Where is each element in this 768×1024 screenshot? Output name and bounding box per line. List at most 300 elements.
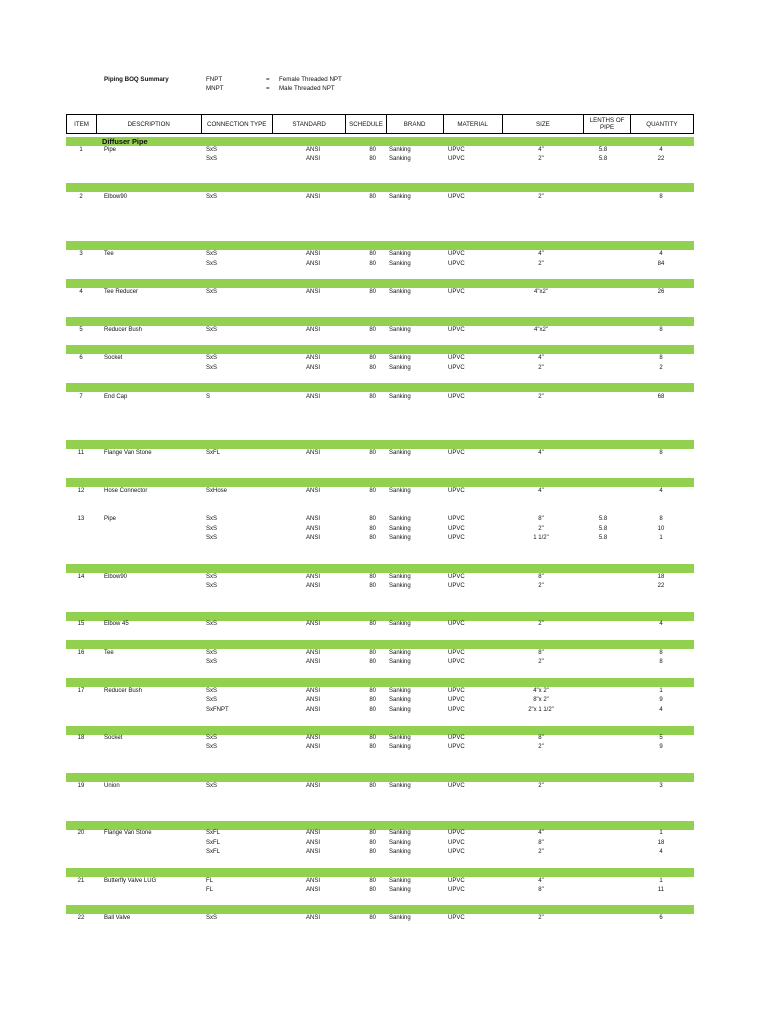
brand: Sanking — [389, 707, 411, 713]
legend-eq: = — [266, 85, 270, 92]
schedule: 80 — [369, 840, 376, 846]
brand: Sanking — [389, 251, 411, 257]
item-number: 22 — [77, 915, 85, 921]
standard: ANSI — [306, 830, 321, 836]
table-row — [66, 326, 694, 335]
col-header-standard: STANDARD — [272, 115, 345, 134]
material: UPVC — [448, 887, 465, 893]
standard: ANSI — [306, 849, 321, 855]
quantity: 4 — [659, 707, 663, 713]
schedule: 80 — [369, 915, 376, 921]
size: 2" — [538, 915, 544, 921]
schedule: 80 — [369, 688, 376, 694]
connection-type: SxS — [206, 156, 218, 162]
col-header-material: MATERIAL — [443, 115, 502, 134]
size: 2" — [538, 744, 544, 750]
quantity: 8 — [659, 194, 663, 200]
material: UPVC — [448, 783, 465, 789]
standard: ANSI — [306, 156, 321, 162]
material: UPVC — [448, 355, 465, 361]
brand: Sanking — [389, 697, 411, 703]
standard: ANSI — [306, 289, 321, 295]
table-row — [66, 687, 694, 696]
schedule: 80 — [369, 744, 376, 750]
connection-type: SxS — [206, 915, 218, 921]
brand: Sanking — [389, 289, 411, 295]
brand: Sanking — [389, 650, 411, 656]
schedule: 80 — [369, 574, 376, 580]
material: UPVC — [448, 688, 465, 694]
group-separator-bar — [66, 868, 694, 877]
schedule: 80 — [369, 650, 376, 656]
size: 4" — [538, 251, 544, 257]
quantity: 10 — [657, 526, 665, 532]
standard: ANSI — [306, 621, 321, 627]
brand: Sanking — [389, 744, 411, 750]
connection-type: SxS — [206, 194, 218, 200]
material: UPVC — [448, 365, 465, 371]
size: 4" — [538, 450, 544, 456]
connection-type: SxFL — [206, 830, 221, 836]
col-header-connection-type: CONNECTION TYPE — [201, 115, 272, 134]
quantity: 2 — [659, 365, 663, 371]
connection-type: SxS — [206, 355, 218, 361]
connection-type: S — [206, 394, 211, 400]
material: UPVC — [448, 707, 465, 713]
connection-type: SxS — [206, 261, 218, 267]
schedule: 80 — [369, 156, 376, 162]
brand: Sanking — [389, 887, 411, 893]
standard: ANSI — [306, 535, 321, 541]
group-separator-bar — [66, 905, 694, 914]
item-number: 17 — [77, 688, 85, 694]
material: UPVC — [448, 194, 465, 200]
group-separator-bar — [66, 345, 694, 354]
quantity: 8 — [659, 516, 663, 522]
size: 8" — [538, 516, 544, 522]
brand: Sanking — [389, 583, 411, 589]
table-row — [66, 848, 694, 857]
standard: ANSI — [306, 697, 321, 703]
connection-type: SxS — [206, 688, 218, 694]
table-row — [66, 658, 694, 667]
connection-type: SxS — [206, 365, 218, 371]
standard: ANSI — [306, 650, 321, 656]
schedule: 80 — [369, 147, 376, 153]
brand: Sanking — [389, 327, 411, 333]
quantity: 1 — [659, 688, 663, 694]
standard: ANSI — [306, 355, 321, 361]
quantity: 9 — [659, 744, 663, 750]
col-header-size: SIZE — [502, 115, 584, 134]
material: UPVC — [448, 697, 465, 703]
connection-type: SxS — [206, 697, 218, 703]
legend-abbr: FNPT — [206, 76, 223, 83]
table-row — [66, 525, 694, 534]
schedule: 80 — [369, 878, 376, 884]
size: 2" — [538, 849, 544, 855]
legend-meaning: Male Threaded NPT — [279, 85, 335, 92]
size: 8" — [538, 650, 544, 656]
brand: Sanking — [389, 574, 411, 580]
group-separator-bar — [66, 137, 694, 146]
table-row — [66, 782, 694, 791]
material: UPVC — [448, 526, 465, 532]
standard: ANSI — [306, 526, 321, 532]
legend-abbr: MNPT — [206, 85, 224, 92]
group-separator-bar — [66, 279, 694, 288]
group-separator-bar — [66, 773, 694, 782]
standard: ANSI — [306, 659, 321, 665]
schedule: 80 — [369, 783, 376, 789]
quantity: 8 — [659, 355, 663, 361]
connection-type: FL — [206, 878, 214, 884]
schedule: 80 — [369, 450, 376, 456]
table-row — [66, 649, 694, 658]
size: 2" — [538, 365, 544, 371]
quantity: 11 — [657, 887, 665, 893]
size: 4" — [538, 147, 544, 153]
item-description: Union — [104, 783, 120, 789]
table-row — [66, 706, 694, 715]
size: 8" — [538, 840, 544, 846]
quantity: 84 — [657, 261, 665, 267]
item-description: Ball Valve — [104, 915, 131, 921]
schedule: 80 — [369, 735, 376, 741]
schedule: 80 — [369, 355, 376, 361]
item-number: 16 — [77, 650, 85, 656]
quantity: 6 — [659, 915, 663, 921]
connection-type: SxFL — [206, 840, 221, 846]
connection-type: SxS — [206, 516, 218, 522]
table-row — [66, 573, 694, 582]
item-number: 14 — [77, 574, 85, 580]
boq-table-header — [66, 114, 694, 134]
table-row — [66, 393, 694, 402]
quantity: 68 — [657, 394, 665, 400]
legend-eq: = — [266, 76, 270, 83]
standard: ANSI — [306, 194, 321, 200]
doc-title: Piping BOQ Summary — [104, 76, 169, 83]
brand: Sanking — [389, 735, 411, 741]
size: 2" — [538, 156, 544, 162]
col-header-quantity: QUANTITY — [630, 115, 693, 134]
item-description: End Cap — [104, 394, 128, 400]
item-description: Tee — [104, 251, 114, 257]
group-separator-bar — [66, 478, 694, 487]
standard: ANSI — [306, 744, 321, 750]
table-row — [66, 449, 694, 458]
connection-type: SxFNPT — [206, 707, 229, 713]
group-separator-bar — [66, 640, 694, 649]
connection-type: SxS — [206, 535, 218, 541]
item-description: Pipe — [104, 516, 117, 522]
schedule: 80 — [369, 621, 376, 627]
standard: ANSI — [306, 261, 321, 267]
material: UPVC — [448, 327, 465, 333]
group-separator-bar — [66, 383, 694, 392]
standard: ANSI — [306, 488, 321, 494]
pipe-length: 5.8 — [598, 147, 608, 153]
schedule: 80 — [369, 707, 376, 713]
brand: Sanking — [389, 365, 411, 371]
quantity: 22 — [657, 156, 665, 162]
size: 4" — [538, 488, 544, 494]
table-row — [66, 155, 694, 164]
col-header-description: DESCRIPTION — [97, 115, 202, 134]
standard: ANSI — [306, 516, 321, 522]
brand: Sanking — [389, 849, 411, 855]
connection-type: SxS — [206, 735, 218, 741]
col-header-brand: BRAND — [386, 115, 443, 134]
item-description: Pipe — [104, 147, 117, 153]
table-row — [66, 146, 694, 155]
quantity: 26 — [657, 289, 665, 295]
item-number: 12 — [77, 488, 85, 494]
col-header-item: ITEM — [67, 115, 97, 134]
table-row — [66, 487, 694, 496]
quantity: 22 — [657, 583, 665, 589]
standard: ANSI — [306, 394, 321, 400]
connection-type: SxS — [206, 744, 218, 750]
size: 8" — [538, 887, 544, 893]
schedule: 80 — [369, 488, 376, 494]
quantity: 1 — [659, 535, 663, 541]
quantity: 4 — [659, 621, 663, 627]
pipe-length: 5.8 — [598, 156, 608, 162]
group-separator-bar — [66, 317, 694, 326]
item-number: 4 — [79, 289, 83, 295]
pipe-length: 5.8 — [598, 526, 608, 532]
item-description: Socket — [104, 355, 123, 361]
pipe-length: 5.8 — [598, 535, 608, 541]
quantity: 8 — [659, 450, 663, 456]
connection-type: SxS — [206, 621, 218, 627]
standard: ANSI — [306, 887, 321, 893]
connection-type: FL — [206, 887, 214, 893]
schedule: 80 — [369, 261, 376, 267]
quantity: 4 — [659, 251, 663, 257]
schedule: 80 — [369, 659, 376, 665]
item-number: 5 — [79, 327, 83, 333]
size: 4"x 2" — [533, 688, 549, 694]
quantity: 4 — [659, 488, 663, 494]
quantity: 18 — [657, 574, 665, 580]
item-description: Flange Van Stone — [104, 450, 152, 456]
material: UPVC — [448, 830, 465, 836]
schedule: 80 — [369, 516, 376, 522]
material: UPVC — [448, 156, 465, 162]
brand: Sanking — [389, 621, 411, 627]
connection-type: SxS — [206, 289, 218, 295]
table-row — [66, 582, 694, 591]
quantity: 9 — [659, 697, 663, 703]
item-number: 20 — [77, 830, 85, 836]
standard: ANSI — [306, 707, 321, 713]
col-header-schedule: SCHEDULE — [346, 115, 386, 134]
standard: ANSI — [306, 840, 321, 846]
standard: ANSI — [306, 915, 321, 921]
brand: Sanking — [389, 659, 411, 665]
connection-type: SxS — [206, 583, 218, 589]
standard: ANSI — [306, 147, 321, 153]
size: 8" — [538, 574, 544, 580]
material: UPVC — [448, 450, 465, 456]
material: UPVC — [448, 574, 465, 580]
quantity: 18 — [657, 840, 665, 846]
item-description: Reducer Bush — [104, 688, 143, 694]
size: 4" — [538, 878, 544, 884]
group-separator-bar — [66, 564, 694, 573]
table-row — [66, 354, 694, 363]
table-row — [66, 734, 694, 743]
standard: ANSI — [306, 327, 321, 333]
material: UPVC — [448, 488, 465, 494]
brand: Sanking — [389, 878, 411, 884]
brand: Sanking — [389, 450, 411, 456]
quantity: 1 — [659, 878, 663, 884]
table-row — [66, 829, 694, 838]
table-row — [66, 696, 694, 705]
schedule: 80 — [369, 251, 376, 257]
schedule: 80 — [369, 526, 376, 532]
quantity: 8 — [659, 659, 663, 665]
connection-type: SxFL — [206, 450, 221, 456]
table-row — [66, 534, 694, 543]
brand: Sanking — [389, 783, 411, 789]
quantity: 4 — [659, 849, 663, 855]
material: UPVC — [448, 621, 465, 627]
item-description: Elbow 45 — [104, 621, 129, 627]
standard: ANSI — [306, 365, 321, 371]
table-row — [66, 250, 694, 259]
legend-meaning: Female Threaded NPT — [279, 76, 342, 83]
table-row — [66, 260, 694, 269]
size: 2" — [538, 621, 544, 627]
quantity: 8 — [659, 327, 663, 333]
brand: Sanking — [389, 194, 411, 200]
size: 4" — [538, 830, 544, 836]
schedule: 80 — [369, 289, 376, 295]
brand: Sanking — [389, 261, 411, 267]
size: 2" — [538, 526, 544, 532]
brand: Sanking — [389, 355, 411, 361]
standard: ANSI — [306, 450, 321, 456]
item-description: Reducer Bush — [104, 327, 143, 333]
item-number: 3 — [79, 251, 83, 257]
section-title: Diffuser Pipe — [102, 137, 148, 146]
material: UPVC — [448, 650, 465, 656]
material: UPVC — [448, 535, 465, 541]
material: UPVC — [448, 251, 465, 257]
table-row — [66, 364, 694, 373]
connection-type: SxS — [206, 783, 218, 789]
size: 2" — [538, 261, 544, 267]
material: UPVC — [448, 744, 465, 750]
quantity: 3 — [659, 783, 663, 789]
size: 2" — [538, 394, 544, 400]
item-number: 21 — [77, 878, 85, 884]
size: 4" — [538, 355, 544, 361]
quantity: 1 — [659, 830, 663, 836]
connection-type: SxS — [206, 147, 218, 153]
schedule: 80 — [369, 849, 376, 855]
material: UPVC — [448, 878, 465, 884]
material: UPVC — [448, 659, 465, 665]
schedule: 80 — [369, 365, 376, 371]
standard: ANSI — [306, 251, 321, 257]
material: UPVC — [448, 840, 465, 846]
standard: ANSI — [306, 735, 321, 741]
col-header-length-of-pipe: LENTHS OF PIPE — [584, 115, 631, 134]
group-separator-bar — [66, 440, 694, 449]
connection-type: SxFL — [206, 849, 221, 855]
brand: Sanking — [389, 688, 411, 694]
connection-type: SxS — [206, 251, 218, 257]
brand: Sanking — [389, 147, 411, 153]
size: 4"x2" — [534, 289, 548, 295]
schedule: 80 — [369, 583, 376, 589]
size: 8"x 2" — [533, 697, 549, 703]
item-number: 13 — [77, 516, 85, 522]
item-number: 15 — [77, 621, 85, 627]
material: UPVC — [448, 849, 465, 855]
brand: Sanking — [389, 156, 411, 162]
table-row — [66, 620, 694, 629]
table-row — [66, 288, 694, 297]
brand: Sanking — [389, 915, 411, 921]
material: UPVC — [448, 147, 465, 153]
material: UPVC — [448, 261, 465, 267]
pipe-length: 5.8 — [598, 516, 608, 522]
material: UPVC — [448, 583, 465, 589]
table-row — [66, 839, 694, 848]
standard: ANSI — [306, 878, 321, 884]
item-description: Tee — [104, 650, 114, 656]
standard: ANSI — [306, 783, 321, 789]
quantity: 4 — [659, 147, 663, 153]
group-separator-bar — [66, 241, 694, 250]
item-number: 7 — [79, 394, 83, 400]
schedule: 80 — [369, 697, 376, 703]
schedule: 80 — [369, 830, 376, 836]
connection-type: SxS — [206, 650, 218, 656]
item-description: Tee Reducer — [104, 289, 139, 295]
table-row — [66, 914, 694, 923]
material: UPVC — [448, 394, 465, 400]
table-row — [66, 877, 694, 886]
item-number: 1 — [79, 147, 83, 153]
size: 2"x 1 1/2" — [528, 707, 554, 713]
item-number: 6 — [79, 355, 83, 361]
brand: Sanking — [389, 535, 411, 541]
material: UPVC — [448, 289, 465, 295]
connection-type: SxS — [206, 327, 218, 333]
connection-type: SxS — [206, 659, 218, 665]
item-description: Elbow90 — [104, 574, 128, 580]
group-separator-bar — [66, 183, 694, 192]
brand: Sanking — [389, 488, 411, 494]
schedule: 80 — [369, 194, 376, 200]
group-separator-bar — [66, 678, 694, 687]
table-row — [66, 193, 694, 202]
brand: Sanking — [389, 526, 411, 532]
item-description: Socket — [104, 735, 123, 741]
item-description: Butterfly Valve LUG — [104, 878, 157, 884]
item-number: 2 — [79, 194, 83, 200]
connection-type: SxS — [206, 574, 218, 580]
table-row — [66, 515, 694, 524]
